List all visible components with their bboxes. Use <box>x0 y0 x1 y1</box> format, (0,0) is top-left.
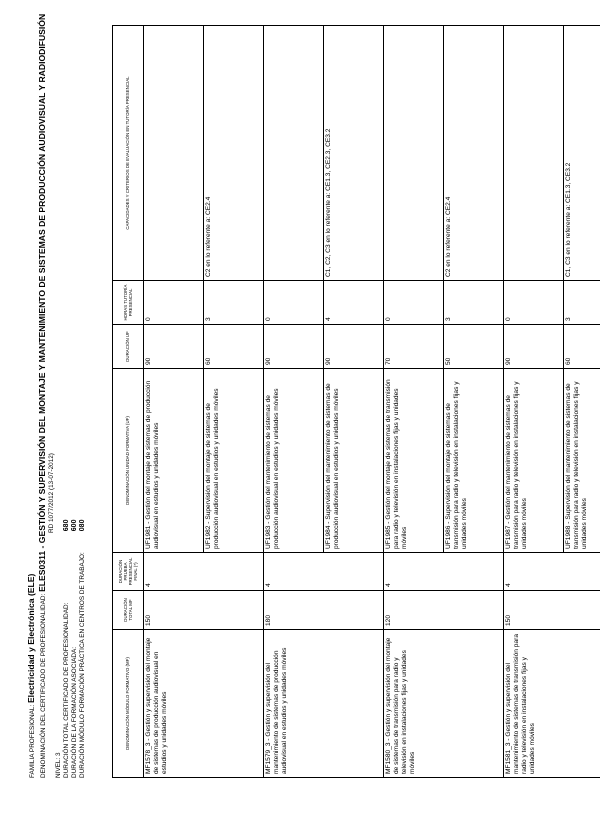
mf-duracion-cell: 150 <box>504 591 600 630</box>
table-row <box>384 26 444 778</box>
uf-horas-cell: 0 <box>504 281 564 325</box>
col-header-uf: DENOMINACIÓN UNIDAD FORMATIVA (UF) <box>113 369 144 553</box>
col-header-duracion-uf: DURACIÓN UF <box>113 325 144 369</box>
uf-duracion-cell: 90 <box>504 325 564 369</box>
certificate-title: ELES0311 - GESTIÓN Y SUPERVISIÓN DEL MONTAJE Y MANTENIMIENTO DE SISTEMAS DE PRODUCCIÓN AUDIOVISUAL Y RADIODIFUSIÓN <box>36 13 47 592</box>
duracion-total-label: DURACIÓN TOTAL CERTIFICADO DE PROFESIONALIDAD: <box>63 602 71 778</box>
modules-table <box>112 25 600 778</box>
uf-duracion-cell: 50 <box>444 325 504 369</box>
uf-capacidades-cell: C1, C3 en lo referente a: CE1.3, CE3.2 <box>564 26 600 281</box>
rd-reference: RD 1077/2012 (13-07-2012) <box>47 453 55 533</box>
uf-duracion-cell: 90 <box>144 325 204 369</box>
uf-capacidades-cell <box>264 26 324 281</box>
uf-cell: UF1982 - Supervisión del montaje de sistemas de producción audiovisual en estudios y unidades móviles <box>204 369 264 553</box>
uf-horas-cell: 0 <box>384 281 444 325</box>
mf-duracion-cell: 120 <box>384 591 504 630</box>
mf-prueba-cell: 4 <box>264 553 384 591</box>
uf-capacidades-cell <box>384 26 444 281</box>
denominacion-label: DENOMINACIÓN DEL CERTIFICADO DE PROFESIONALIDAD: <box>39 593 47 778</box>
uf-duracion-cell: 70 <box>384 325 444 369</box>
mf-cell: MF1579_3 - Gestión y supervisión del mantenimiento de sistemas de producción audiovisual en estudios y unidades móviles <box>264 630 384 778</box>
col-header-mf: DENOMINACIÓN MÓDULO FORMATIVO (MF) <box>113 630 144 778</box>
col-header-duracion-mf: DURACIÓN TOTAL MF <box>113 591 144 630</box>
uf-capacidades-cell <box>144 26 204 281</box>
familia-label: FAMILIA PROFESIONAL: <box>29 704 36 778</box>
uf-horas-cell: 3 <box>204 281 264 325</box>
table-header-row <box>113 26 144 778</box>
mf-prueba-cell: 4 <box>504 553 600 591</box>
table-row <box>144 26 204 778</box>
mf-cell: MF1580_3 - Gestión y supervisión del montaje de sistemas de transmisión para radio y televisión en instalaciones fijas y unidades móviles <box>384 630 504 778</box>
uf-cell: UF1983 - Gestión del mantenimiento de sistemas de producción audiovisual en estudios y unidades móviles <box>264 369 324 553</box>
duracion-total-value: 680 <box>63 519 71 532</box>
uf-horas-cell: 3 <box>444 281 504 325</box>
uf-capacidades-cell: C2 en lo referente a: CE2.4 <box>204 26 264 281</box>
uf-duracion-cell: 60 <box>204 325 264 369</box>
col-header-prueba: DURACIÓN PRUEBA PRESENCIAL FINAL (*) <box>113 553 144 591</box>
duracion-formacion-value: 600 <box>70 519 78 532</box>
table-row <box>264 26 324 778</box>
uf-capacidades-cell <box>504 26 564 281</box>
duracion-formacion-label: DURACIÓN DE LA FORMACIÓN ASOCIADA: <box>70 646 78 778</box>
familia-value: Electricidad y Electrónica (ELE) <box>26 573 36 704</box>
uf-horas-cell: 4 <box>324 281 384 325</box>
uf-cell: UF1988 - Supervisión del mantenimiento de sistemas de transmisión para radio y televisión en instalaciones fijas y unidades móviles <box>564 369 600 553</box>
document-header <box>26 13 87 778</box>
duracion-practica-value: 080 <box>78 519 86 532</box>
uf-capacidades-cell: C1, C2, C3 en lo referente a: CE1.3, CE2.3, CE3.2 <box>324 26 384 281</box>
uf-duracion-cell: 90 <box>264 325 324 369</box>
uf-horas-cell: 0 <box>264 281 324 325</box>
uf-cell: UF1985 - Gestión del montaje de sistemas de transmisión para radio y televisión en instalaciones fijas y unidades móviles <box>384 369 444 553</box>
uf-cell: UF1986 - Supervisión del montaje de sistemas de transmisión para radio y televisión en instalaciones fijas y unidades móviles <box>444 369 504 553</box>
mf-duracion-cell: 180 <box>264 591 384 630</box>
uf-cell: UF1981 - Gestión del montaje de sistemas de producción audiovisual en estudios y unidades móviles <box>144 369 204 553</box>
uf-capacidades-cell: C2 en lo referente a: CE2.4 <box>444 26 504 281</box>
uf-duracion-cell: 60 <box>564 325 600 369</box>
uf-cell: UF1987 - Gestión del mantenimiento de sistemas de transmisión para radio y televisión en instalaciones fijas y unidades móviles <box>504 369 564 553</box>
uf-horas-cell: 0 <box>144 281 204 325</box>
mf-prueba-cell: 4 <box>144 553 264 591</box>
uf-cell: UF1984 - Supervisión del mantenimiento de sistemas de producción audiovisual en estudios y unidades móviles <box>324 369 384 553</box>
duracion-practica-label: DURACIÓN MÓDULO FORMACIÓN PRÁCTICA EN CENTROS DE TRABAJO: <box>78 552 86 778</box>
col-header-capacidades: CAPACIDADES Y CRITERIOS DE EVALUACIÓN EN TUTORÍA PRESENCIAL <box>113 26 144 281</box>
uf-horas-cell: 3 <box>564 281 600 325</box>
nivel-label: NIVEL: 3 <box>55 752 63 778</box>
mf-prueba-cell: 4 <box>384 553 504 591</box>
mf-cell: MF1578_3 - Gestión y supervisión del montaje de sistemas de producción audiovisual en estudios y unidades móviles <box>144 630 264 778</box>
table-row <box>504 26 564 778</box>
col-header-horas-tutoria: HORAS TUTORÍA PRESENCIAL <box>113 281 144 325</box>
uf-duracion-cell: 90 <box>324 325 384 369</box>
mf-duracion-cell: 150 <box>144 591 264 630</box>
mf-cell: MF1581_3 - Gestión y supervisión del mantenimiento de sistemas de transmisión para radio y televisión en instalaciones fijas y unidades móviles <box>504 630 600 778</box>
